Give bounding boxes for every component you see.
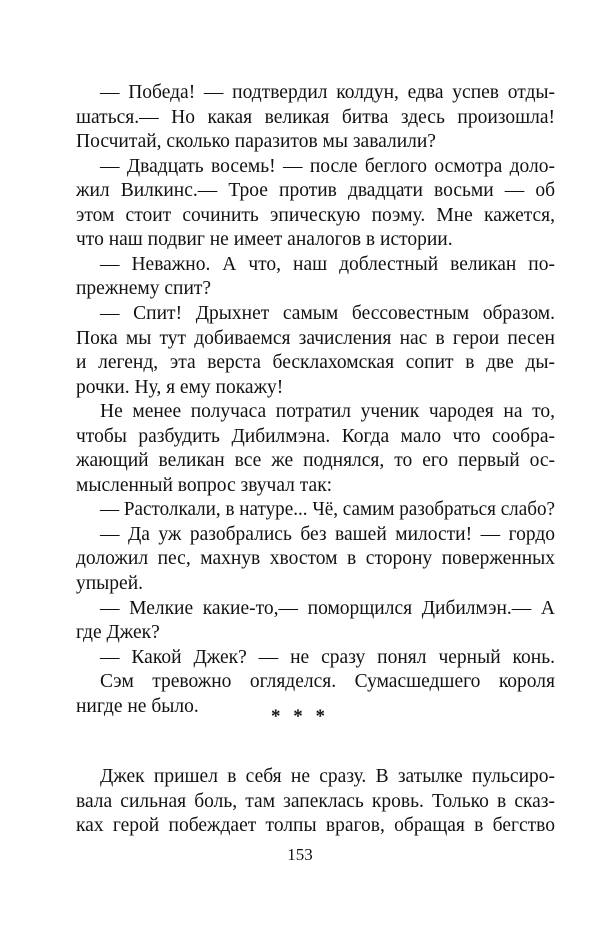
page-number: 153 (287, 845, 313, 864)
text-line: Посчитай, сколько паразитов мы завалили? (76, 131, 436, 153)
text-line: этом стоит сочинить эпическую поэму. Мне кажется, (76, 204, 555, 226)
text-line: — Какой Джек? — не сразу понял черный конь. (100, 646, 555, 668)
text-line: — Растолкали, в натуре... Чё, самим разобраться слабо? (100, 499, 555, 521)
text-line: — Спит! Дрыхнет самым бессовестным образом. (100, 302, 555, 324)
text-line: жил Вилкинс.— Трое против двадцати восьми — об (76, 180, 555, 202)
text-line: жающий великан все же поднялся, то его первый ос- (76, 450, 555, 472)
text-line: что наш подвиг не имеет аналогов в истории. (76, 229, 453, 251)
text-line: и легенд, эта верста бесклахомская сопит в две ды- (76, 352, 555, 374)
text-line: ках герой побеждает толпы врагов, обращая в бегство (76, 815, 555, 837)
text-line: где Джек? (76, 622, 160, 644)
text-line: — Неважно. А что, наш доблестный великан по- (100, 253, 555, 275)
text-line: мысленный вопрос звучал так: (76, 474, 333, 496)
text-line: прежнему спит? (76, 278, 212, 300)
text-line: рочки. Ну, я ему покажу! (76, 376, 284, 398)
text-line: Джек пришел в себя не сразу. В затылке пульсиро- (100, 766, 555, 787)
text-line: вала сильная боль, там запеклась кровь. Только в сказ- (76, 790, 555, 812)
text-line: Пока мы тут добиваемся зачисления нас в герои песен (76, 327, 555, 349)
text-line: — Двадцать восемь! — после беглого осмотра доло- (100, 155, 555, 177)
text-line: Сэм тревожно огляделся. Сумасшедшего короля (100, 671, 555, 693)
text-line: доложил пес, махнув хвостом в сторону поверженных (76, 548, 555, 570)
section-separator: * * * (271, 706, 329, 727)
text-line: — Да уж разобрались без вашей милости! — гордо (100, 523, 555, 545)
text-line: чтобы разбудить Дибилмэна. Когда мало что сообра- (76, 425, 555, 447)
text-line: — Победа! — подтвердил колдун, едва успев отды- (100, 82, 555, 103)
text-line: шаться.— Но какая великая битва здесь произошла! (76, 106, 555, 128)
text-line: Не менее получаса потратил ученик чародея на то, (100, 401, 555, 423)
text-line: — Мелкие какие-то,— поморщился Дибилмэн.— А (100, 597, 555, 619)
text-line: нигде не было. (76, 695, 199, 717)
text-line: упырей. (76, 573, 144, 594)
